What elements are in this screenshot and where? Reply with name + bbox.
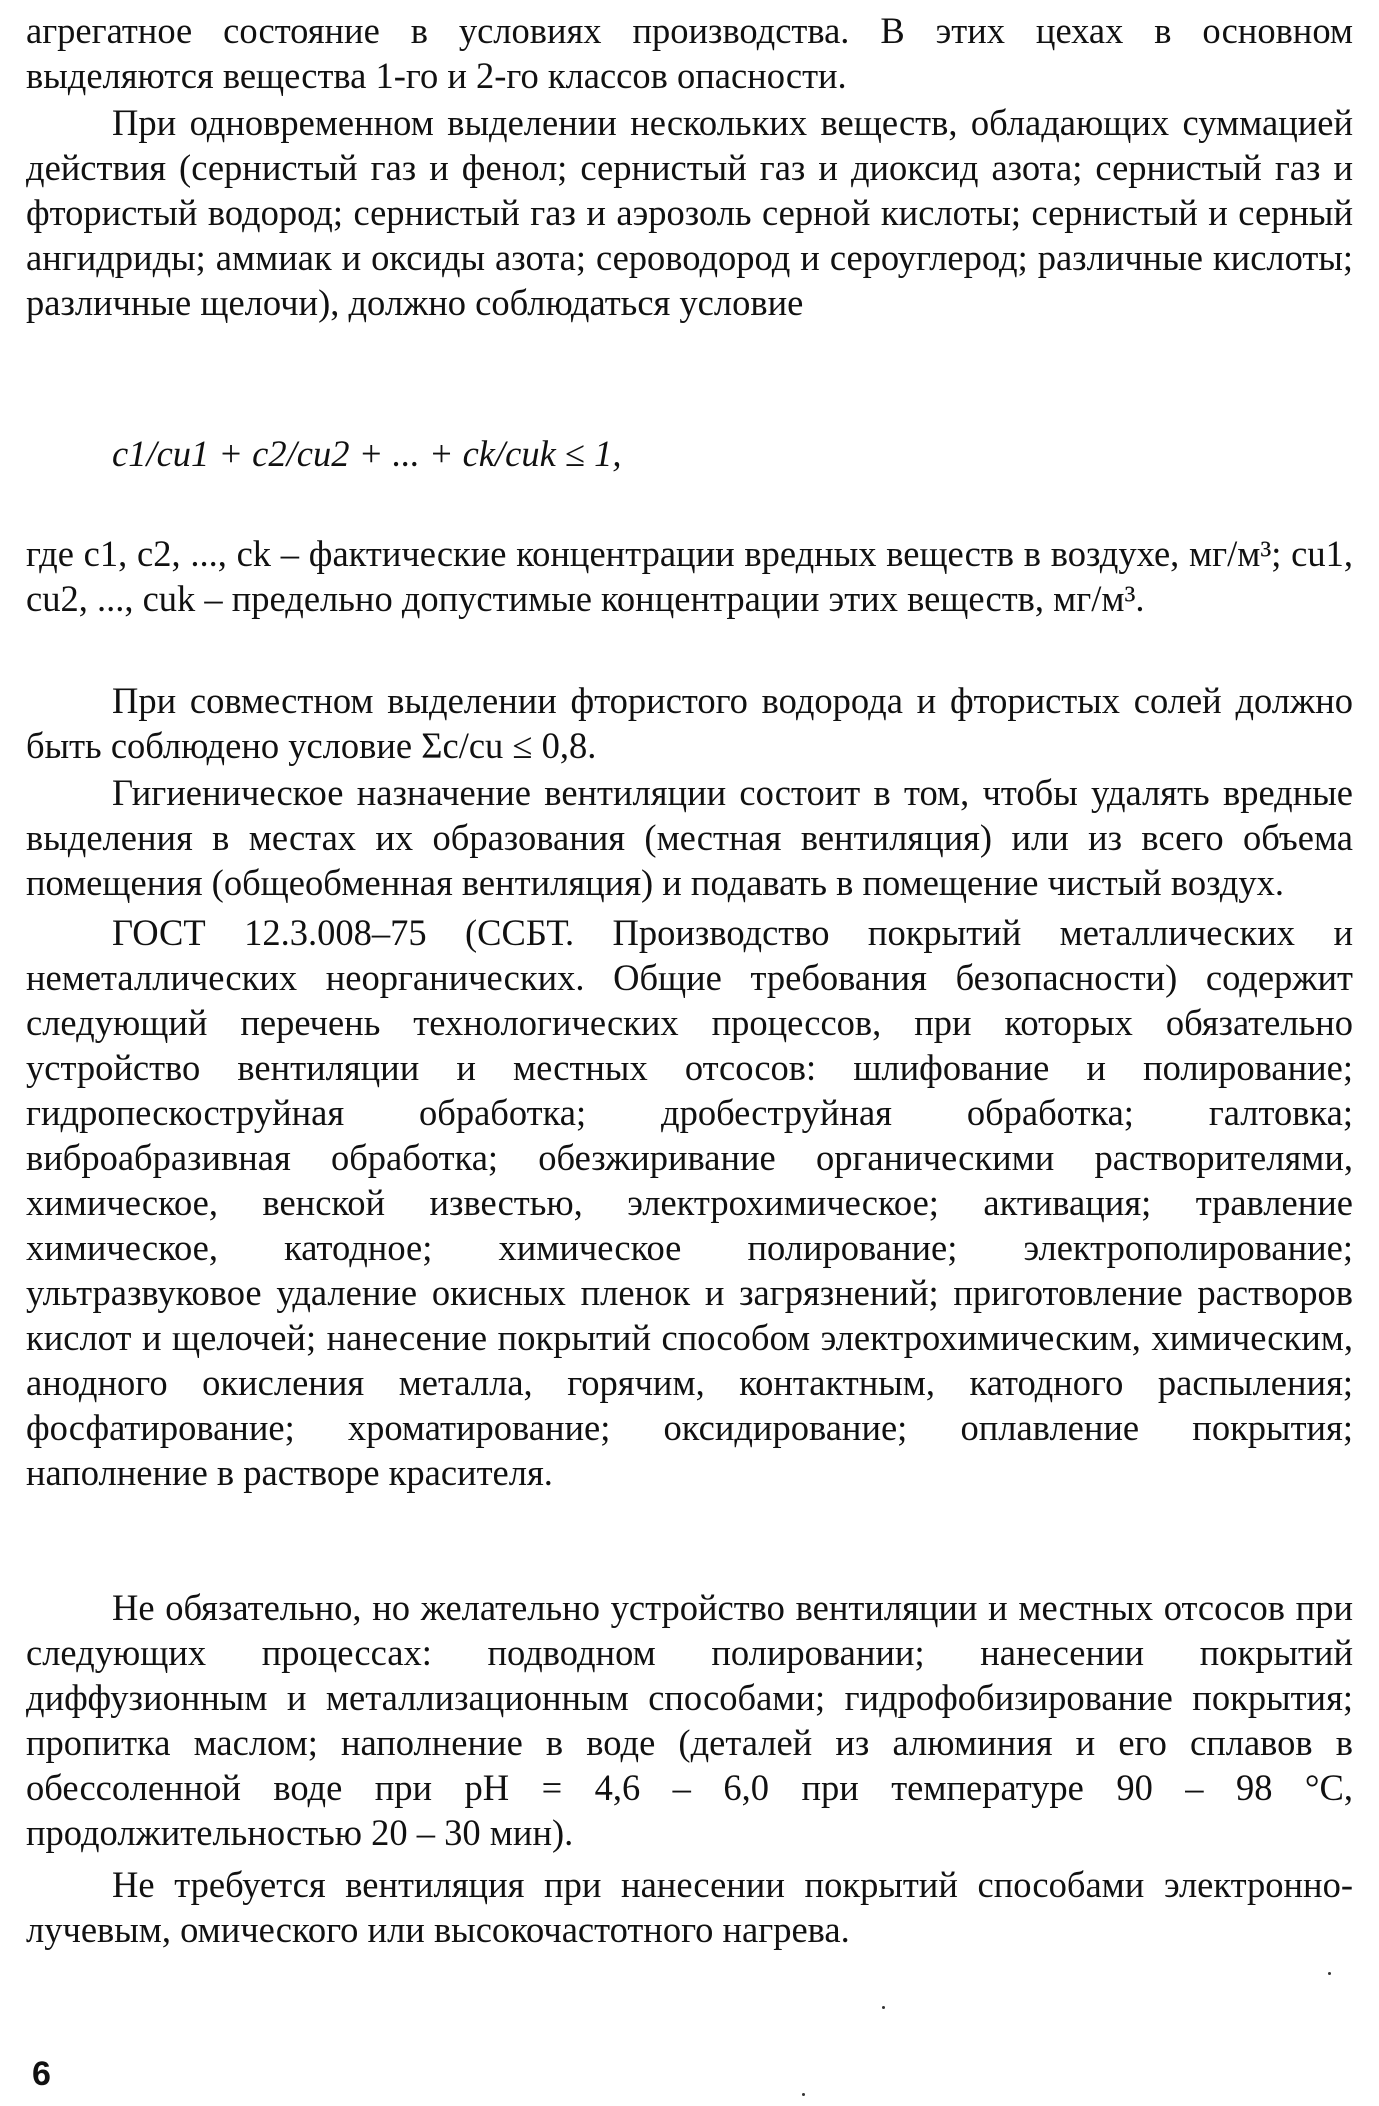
scan-speck [802,2093,805,2096]
formula-concentration-sum: c1/cu1 + c2/cu2 + ... + ck/cuk ≤ 1, [112,433,622,474]
paragraph-fluoride: При совместном выделении фтористого водорода и фтористых солей должно быть соблюдено условие Σc/cu ≤ 0,8. [26,680,1353,766]
scan-speck [1328,1972,1331,1975]
paragraph-1: агрегатное состояние в условиях производства. В этих цехах в основном выделяются вещества 1-го и 2-го классов опасности. [26,10,1353,96]
page-number: 6 [32,2055,51,2093]
paragraph-where: где c1, c2, ..., ck – фактические концентрации вредных веществ в воздухе, мг/м³; cu1, cu2, ..., cuk – предельно допустимые концентрации этих веществ, мг/м³. [26,533,1353,619]
document-page [26,0,1353,2106]
paragraph-gost: ГОСТ 12.3.008–75 (ССБТ. Производство покрытий металлических и неметаллических неорганических. Общие требования безопасности) содержит следующий перечень технологических процессов, при которых обязательно устройство вентиляции и местных отсосов: шлифование и полирование; гидропескоструйная обработка; дробеструйная обработка; галтовка; виброабразивная обработка; обезжиривание органическими растворителями, химическое, венской известью, электрохимическое; активация; травление химическое, катодное; химическое полирование; электрополирование; ультразвуковое удаление окисных пленок и загрязнений; приготовление растворов кислот и щелочей; нанесение покрытий способом электрохимическим, химическим, анодного окисления металла, горячим, контактным, катодного распыления; фосфатирование; хроматирование; оксидирование; оплавление покрытия; наполнение в растворе красителя. [26,912,1353,1493]
paragraph-no-ventilation: Не требуется вентиляция при нанесении покрытий способами электронно-лучевым, омического или высокочастотного нагрева. [26,1864,1353,1950]
paragraph-optional-ventilation: Не обязательно, но желательно устройство вентиляции и местных отсосов при следующих процессах: подводном полировании; нанесении покрытий диффузионным и металлизационным способами; гидрофобизирование покрытия; пропитка маслом; наполнение в воде (деталей из алюминия и его сплавов в обессоленной воде при pH = 4,6 – 6,0 при температуре 90 – 98 °С, продолжительностью 20 – 30 мин). [26,1587,1353,1853]
paragraph-ventilation-purpose: Гигиеническое назначение вентиляции состоит в том, чтобы удалять вредные выделения в местах их образования (местная вентиляция) или из всего объема помещения (общеобменная вентиляция) и подавать в помещение чистый воздух. [26,772,1353,903]
scan-speck [882,2006,885,2009]
paragraph-summation: При одновременном выделении нескольких веществ, обладающих суммацией действия (сернистый газ и фенол; сернистый газ и диоксид азота; сернистый газ и фтористый водород; сернистый газ и аэрозоль серной кислоты; сернистый и серный ангидриды; аммиак и оксиды азота; сероводород и сероуглерод; различные кислоты; различные щелочи), должно соблюдаться условие [26,102,1353,323]
